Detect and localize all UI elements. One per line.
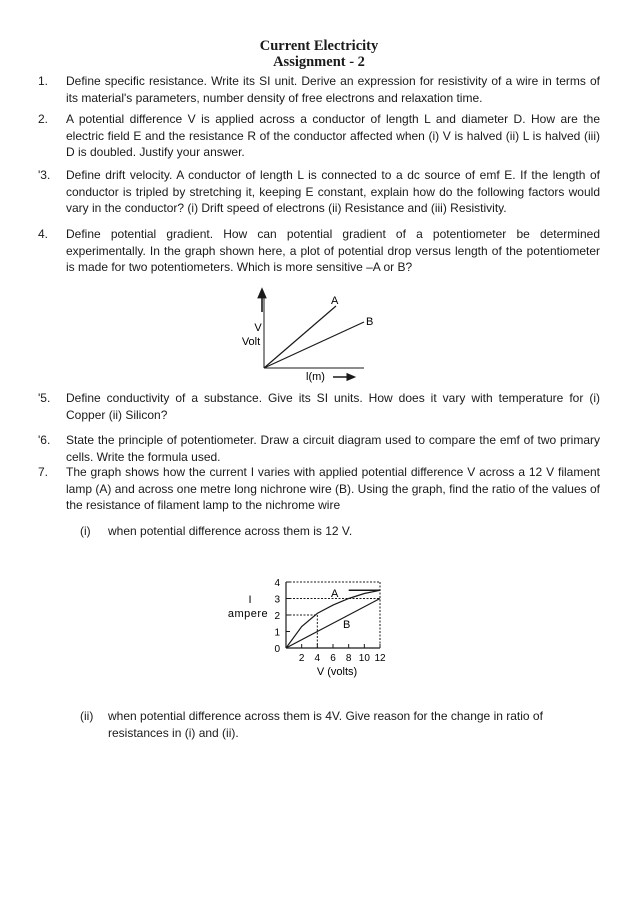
question-text: A potential difference V is applied across a conductor of length L and diameter D. How are the electric field E and the resistance R of the conductor affected when (i) V is halved (ii) L is halved (iii) D is doubled. Justify your answer.: [66, 112, 600, 159]
question-4: [38, 226, 600, 276]
question-5: [38, 390, 600, 423]
line-b: [264, 322, 364, 368]
x-tick-label: 12: [374, 653, 386, 664]
question-2: [38, 111, 600, 161]
y-label-top: V: [254, 322, 262, 334]
question-1: [38, 73, 600, 106]
curve-a-label: A: [331, 588, 339, 600]
question-7-part-ii: [80, 708, 598, 741]
y-tick-label: 2: [274, 611, 280, 622]
question-number: 2.: [38, 112, 49, 126]
x-tick-label: 2: [298, 653, 305, 664]
line-a-label: A: [331, 295, 339, 307]
page-title: Current Electricity: [259, 38, 379, 54]
line-a: [264, 306, 336, 368]
y-tick-label: 0: [274, 644, 280, 655]
potentiometer-graph: [230, 283, 380, 383]
curve-b-label: B: [343, 619, 351, 631]
x-label: l(m): [306, 371, 325, 383]
question-6: [38, 432, 600, 465]
line-b-label: B: [366, 316, 374, 328]
x-label: V (volts): [316, 666, 358, 678]
question-text: The graph shows how the current I varies with applied potential difference V across a 12 V filament lamp (A) and across one metre long nichrone wire (B). Using the graph, find the ratio of the values of the resistance of filament lamp to the nichrome wire: [66, 465, 600, 512]
y-label-top: I: [248, 594, 252, 606]
part-text: when potential difference across them is 4V. Give reason for the change in ratio of resistances in (i) and (ii).: [108, 709, 543, 740]
x-tick-label: 6: [330, 653, 336, 664]
part-text: when potential difference across them is 12 V.: [108, 524, 353, 538]
question-text: Define drift velocity. A conductor of length L is connected to a dc source of emf E. If the length of conductor is tripled by stretching it, keeping E constant, explain how do the following factors would vary in the conductor? (i) Drift speed of electrons (ii) Resistance and (iii) Resistivity.: [66, 168, 600, 215]
question-number: '5.: [38, 391, 51, 405]
question-number: 7.: [38, 465, 49, 479]
y-tick-label: 1: [274, 627, 280, 639]
question-number: 4.: [38, 227, 49, 241]
x-tick-label: 8: [345, 653, 352, 664]
y-label-bottom: ampere: [227, 608, 269, 620]
x-tick-label: 10: [358, 653, 370, 664]
question-number: '6.: [38, 433, 51, 447]
question-7: [38, 464, 600, 514]
y-label-bottom: Volt: [241, 336, 261, 348]
current-voltage-graph: [220, 572, 400, 682]
part-number: (ii): [80, 709, 94, 723]
part-number: (i): [80, 524, 91, 538]
y-tick-label: 4: [274, 578, 280, 589]
question-text: Define specific resistance. Write its SI unit. Derive an expression for resistivity of a wire in terms of its material's parameters, number density of free electrons and relaxation time.: [66, 74, 600, 105]
y-tick-label: 3: [274, 594, 280, 606]
question-text: Define potential gradient. How can potential gradient of a potentiometer be determined experimentally. In the graph shown here, a plot of potential drop versus length of the potentiometer is made for two potentiometers. Which is more sensitive –A or B?: [66, 227, 600, 274]
question-text: State the principle of potentiometer. Draw a circuit diagram used to compare the emf of two primary cells. Write the formula used.: [66, 433, 600, 464]
page-subtitle: Assignment - 2: [273, 54, 365, 70]
question-number: '3.: [38, 168, 51, 182]
question-number: 1.: [38, 74, 49, 88]
x-tick-label: 4: [314, 653, 321, 664]
curve-b: [286, 599, 380, 649]
question-3: [38, 167, 600, 217]
question-text: Define conductivity of a substance. Give its SI units. How does it vary with temperature for (i) Copper (ii) Silicon?: [66, 391, 600, 422]
question-7-part-i: [80, 523, 560, 540]
